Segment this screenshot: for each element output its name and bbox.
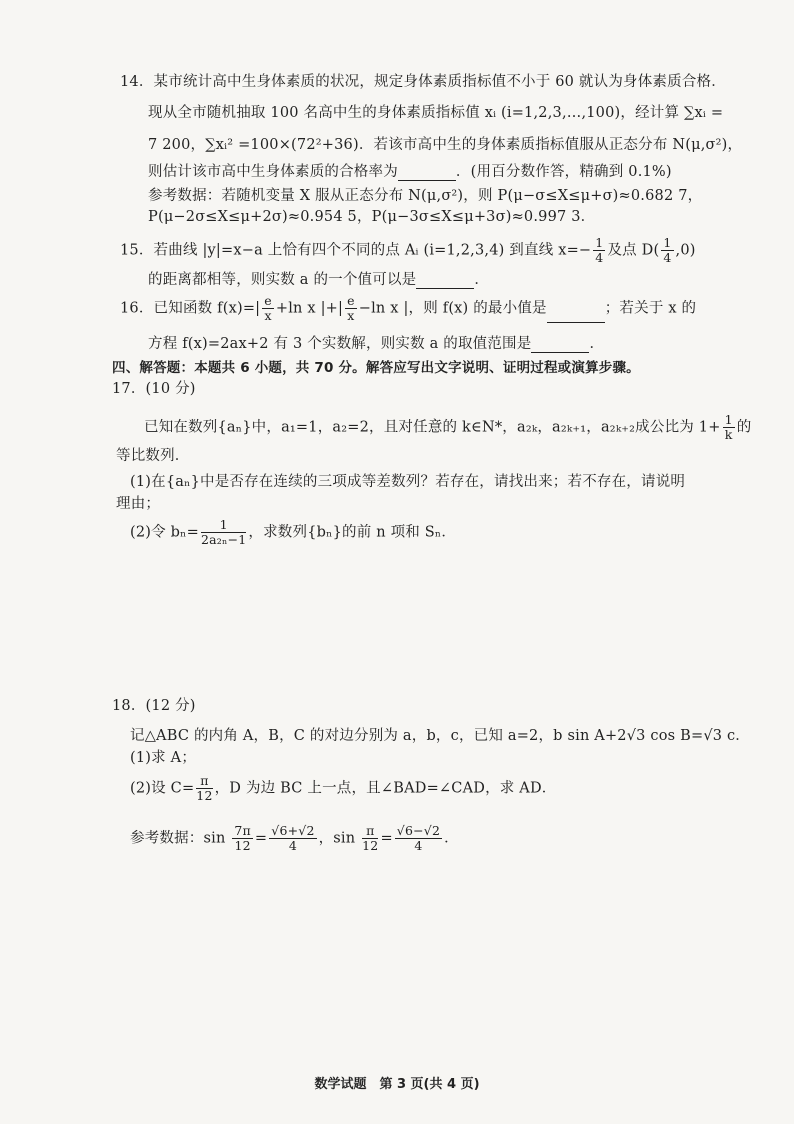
- q15-line1: [120, 236, 696, 265]
- q16-line1: [120, 294, 696, 323]
- q17-text-a: 已知在数列{aₙ}中，a₁=1，a₂=2，且对任意的 k∈N*，a₂ₖ，a₂ₖ₊₁，a₂ₖ₊₂成公比为 1+: [144, 419, 721, 436]
- q15-line2-post: ．: [474, 272, 490, 288]
- q18-part1: (1)求 A；: [130, 750, 197, 766]
- q18-ref-frac3: [362, 824, 378, 853]
- q16-line2-pre: 方程 f(x)=2ax+2 有 3 个实数解，则实数 a 的取值范围是: [148, 336, 532, 352]
- q17-frac-ratio: [723, 413, 735, 442]
- q18-ref-b: ，sin: [318, 830, 356, 847]
- q18-ref-eq1: =: [254, 830, 268, 847]
- q18-part2-b: ，D 为边 BC 上一点，且∠BAD=∠CAD，求 AD．: [214, 780, 557, 797]
- q17-frac-b-num: 1: [201, 518, 246, 533]
- q18-ref-frac2-den: 4: [288, 838, 298, 853]
- q18-frac-c-den: 12: [196, 788, 213, 803]
- q14-line6: P(μ−2σ≤X≤μ+2σ)≈0.954 5，P(μ−3σ≤X≤μ+3σ)≈0.997 3．: [148, 209, 596, 225]
- q16-text-c: −ln x |，则 f(x) 的最小值是: [358, 300, 547, 317]
- q17-text-b: 的: [736, 419, 752, 436]
- q18-ref-a: 参考数据：sin: [130, 830, 226, 847]
- q14-answer-blank: [398, 166, 456, 181]
- q17-part2: [130, 518, 456, 547]
- q14-line4-post: ．(用百分数作答，精确到 0.1%): [455, 164, 672, 180]
- q16-frac1: [262, 294, 274, 323]
- q15-frac2: [661, 236, 673, 265]
- q18-part2-a: (2)设 C=: [130, 780, 195, 797]
- q16-text-b: +ln x |+|: [275, 300, 344, 317]
- q18-ref-frac4-num: √6−√2: [396, 823, 441, 838]
- q14-line1: 14．某市统计高中生身体素质的状况，规定身体素质指标值不小于 60 就认为身体素质合格．: [120, 74, 726, 90]
- q16-frac1-num: e: [264, 293, 272, 308]
- q17-frac-ratio-den: k: [724, 427, 733, 442]
- q16-text-d: ；若关于 x 的: [604, 300, 697, 317]
- q18-frac-c: [196, 774, 212, 803]
- q14-line4: [148, 160, 672, 181]
- q15-frac2-den: 4: [663, 250, 672, 265]
- q18-ref-eq2: =: [380, 830, 393, 847]
- q16-frac1-den: x: [264, 308, 272, 323]
- q15-frac1-den: 4: [595, 250, 604, 265]
- q17-frac-b: [201, 518, 246, 547]
- q18-ref-frac2-num: √6+√2: [271, 823, 315, 838]
- q18-line1: 记△ABC 的内角 A，B，C 的对边分别为 a，b，c，已知 a=2，b sin A+2√3 cos B=√3 c．: [130, 728, 751, 744]
- q14-line2: 现从全市随机抽取 100 名高中生的身体素质指标值 xᵢ (i=1,2,3,…,100)，经计算 ∑xᵢ =: [148, 105, 724, 121]
- q18-ref-frac3-num: π: [362, 824, 378, 839]
- q18-ref-frac1-num: 7π: [234, 823, 251, 838]
- q17-frac-ratio-num: 1: [724, 412, 733, 427]
- q16-answer-blank-2: [531, 338, 589, 353]
- q18-part2: [130, 774, 556, 803]
- q16-frac2-num: e: [347, 293, 355, 308]
- q17-line1: [144, 413, 751, 442]
- q17-part2-a: (2)令 bₙ=: [130, 524, 199, 541]
- q15-frac1-num: 1: [595, 235, 604, 250]
- q18-ref-frac4: [395, 824, 442, 853]
- q15-frac2-num: 1: [663, 235, 672, 250]
- q16-frac2-den: x: [347, 308, 355, 323]
- q18-ref-frac1-den: 12: [234, 838, 251, 853]
- q15-line2: [148, 268, 489, 289]
- q17-line2: 等比数列．: [116, 448, 190, 464]
- q18-ref-frac4-den: 4: [414, 838, 423, 853]
- q16-line2: [148, 332, 604, 353]
- q18-ref-frac3-den: 12: [362, 838, 379, 853]
- q15-answer-blank: [416, 274, 474, 289]
- q18-reference: [130, 824, 459, 853]
- q18-ref-frac2: [269, 824, 316, 853]
- q18-frac-c-num: π: [196, 774, 212, 789]
- q14-line4-pre: 则估计该市高中生身体素质的合格率为: [148, 164, 398, 180]
- q15-line2-pre: 的距离都相等，则实数 a 的一个值可以是: [148, 272, 417, 288]
- q17-head: 17．(10 分): [112, 381, 196, 397]
- q15-frac1: [593, 236, 605, 265]
- q18-head: 18．(12 分): [112, 698, 196, 714]
- q17-part2-b: ，求数列{bₙ}的前 n 项和 Sₙ．: [248, 524, 457, 541]
- page-footer: 数学试题 第 3 页(共 4 页): [314, 1077, 480, 1092]
- q15-text-c: ,0): [675, 242, 696, 259]
- section-heading: 四、解答题：本题共 6 小题，共 70 分。解答应写出文字说明、证明过程或演算步骤。: [112, 360, 640, 376]
- q14-line5: 参考数据：若随机变量 X 服从正态分布 N(μ,σ²)，则 P(μ−σ≤X≤μ+σ)≈0.682 7，: [148, 188, 703, 204]
- q16-answer-blank-1: [547, 308, 605, 323]
- q17-part1-line2: 理由；: [116, 496, 161, 512]
- q14-line3: 7 200，∑xᵢ² =100×(72²+36)．若该市高中生的身体素质指标值服从正态分布 N(μ,σ²)，: [148, 137, 743, 153]
- q16-line2-post: ．: [589, 336, 605, 352]
- q17-part1-line1: (1)在{aₙ}中是否存在连续的三项成等差数列？若存在，请找出来；若不存在，请说明: [130, 474, 686, 490]
- q15-text-b: 及点 D(: [607, 242, 660, 259]
- q16-text-a: 16．已知函数 f(x)=|: [120, 300, 261, 317]
- q16-frac2: [345, 294, 357, 323]
- q15-text-a: 15．若曲线 |y|=x−a 上恰有四个不同的点 Aᵢ (i=1,2,3,4) 到直线 x=−: [120, 242, 592, 259]
- q17-frac-b-den: 2a₂ₙ−1: [200, 532, 247, 547]
- q18-ref-c: ．: [444, 830, 459, 847]
- q18-ref-frac1: [232, 824, 253, 853]
